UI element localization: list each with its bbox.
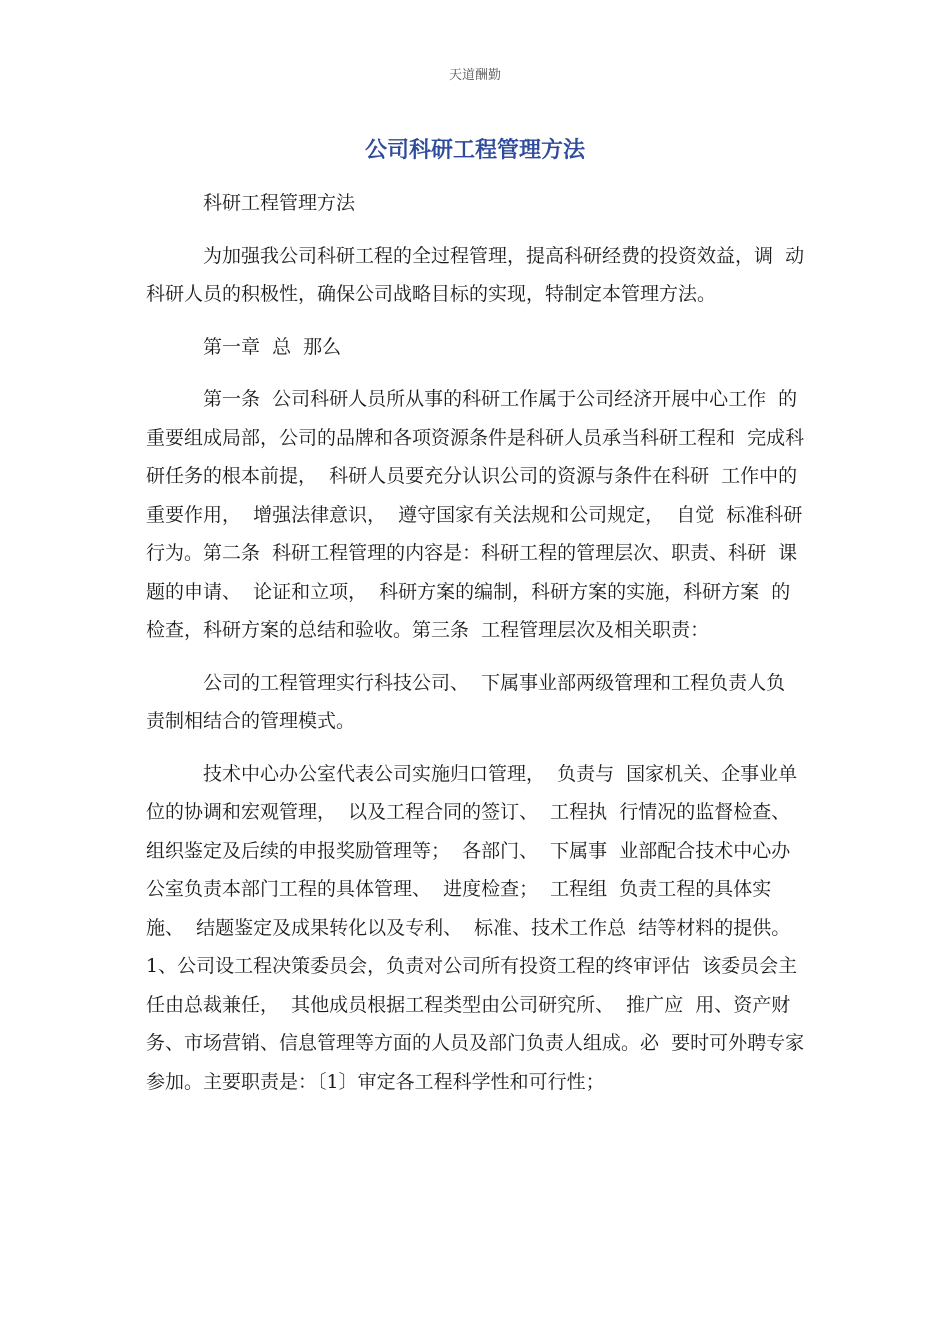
paragraph-management-mode: 公司的工程管理实行科技公司、 下属事业部两级管理和工程负责人负 责制相结合的管理模式。 xyxy=(146,671,798,732)
paragraph-articles: 第一条 公司科研人员所从事的科研工作属于公司经济开展中心工作 的重要组成局部，公司的品牌和各项资源条件是科研人员承当科研工程和 完成科研任务的根本前提， 科研人员要充分认识公司的资源与条件在科研 工作中的重要作用， 增强法律意识， 遵守国家有关法规和公司规定， 自觉 标准科研行为。第二条 科研工程管理的内容是：科研工程的管理层次、职责、科研 课题的申请、 论证和立项， 科研方案的编制，科研方案的实施，科研方案 的检查，科研方案的总结和验收。第三条 工程管理层次及相关职责： xyxy=(146,388,805,641)
paragraph-tech-center: 技术中心办公室代表公司实施归口管理， 负责与 国家机关、企事业单位的协调和宏观管理， 以及工程合同的签订、 工程执 行情况的监督检查、 组织鉴定及后续的申报奖励管理等； 各部门、 下属事 业部配合技术中心办公室负责本部门工程的具体管理、 进度检查； 工程组 负责工程的具体实施、 结题鉴定及成果转化以及专利、 标准、技术工作总 结等材料的提供。1、公司设工程决策委员会，负责对公司所有投资工程的终审评估 该委员会主任由总裁兼任， 其他成员根据工程类型由公司研究所、 推广应 用、资产财务、市场营销、信息管理等方面的人员及部门负责人组成。必 要时可外聘专家参加。主要职责是：〔1〕审定各工程科学性和可行性； xyxy=(146,762,805,1093)
paragraph-intro: 为加强我公司科研工程的全过程管理，提高科研经费的投资效益，调 动科研人员的积极性，确保公司战略目标的实现，特制定本管理方法。 xyxy=(146,244,805,305)
document-body xyxy=(146,184,806,1101)
paragraph-chapter-heading: 第一章 总 那么 xyxy=(203,335,342,358)
document-title: 公司科研工程管理方法 xyxy=(364,138,585,163)
paragraph-subtitle: 科研工程管理方法 xyxy=(203,192,356,214)
page-header: 天道酬勤 xyxy=(448,68,501,83)
